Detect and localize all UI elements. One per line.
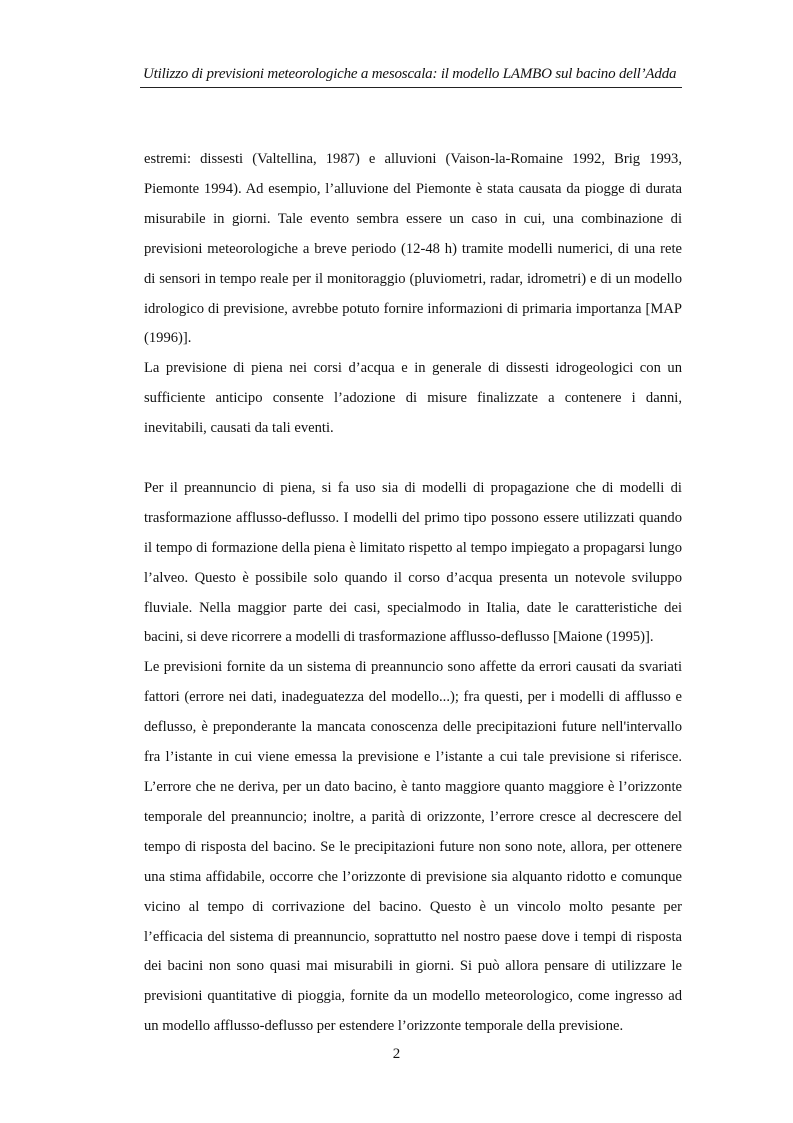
paragraph-extreme-events: estremi: dissesti (Valtellina, 1987) e alluvioni (Vaison-la-Romaine 1992, Brig 1993, Piemonte 1994). Ad esempio, l’alluvione del Piemonte è stata causata da piogge di durata misurabile in giorni. Tale evento sembra essere un caso in cui, una combinazione di previsioni meteorologiche a breve periodo (12-48 h) tramite modelli numerici, di una rete di sensori in tempo reale per il monitoraggio (pluviometri, radar, idrometri) e di un modello idrologico di previsione, avrebbe potuto fornire informazioni di primaria importanza [MAP (1996)]. — [144, 151, 682, 347]
running-header: Utilizzo di previsioni meteorologiche a mesoscala: il modello LAMBO sul bacino dell’Adda — [143, 66, 677, 82]
header-rule — [140, 87, 682, 88]
page-number: 2 — [392, 1046, 401, 1062]
paragraph-flood-forecast: La previsione di piena nei corsi d’acqua e in generale di dissesti idrogeologici con un sufficiente anticipo consente l’adozione di misure finalizzate a contenere i danni, inevitabili, causati da tali eventi. — [144, 360, 682, 437]
paragraph-forecast-models: Per il preannuncio di piena, si fa uso sia di modelli di propagazione che di modelli di trasformazione afflusso-deflusso. I modelli del primo tipo possono essere utilizzati quando il tempo di formazione della piena è limitato rispetto al tempo impiegato a propagarsi lungo l’alveo. Questo è possibile solo quando il corso d’acqua presenta un notevole sviluppo fluviale. Nella maggior parte dei casi, specialmodo in Italia, date le caratteristiche dei bacini, si deve ricorrere a modelli di trasformazione afflusso-deflusso [Maione (1995)]. — [144, 479, 682, 646]
paragraph-forecast-errors: Le previsioni fornite da un sistema di preannuncio sono affette da errori causati da svariati fattori (errore nei dati, inadeguatezza del modello...); fra questi, per i modelli di afflusso e deflusso, è preponderante la mancata conoscenza delle precipitazioni future nell'intervallo fra l’istante in cui viene emessa la previsione e l’istante a cui tale previsione si riferisce. L’errore che ne deriva, per un dato bacino, è tanto maggiore quanto maggiore è l’orizzonte temporale del preannuncio; inoltre, a parità di orizzonte, l’errore cresce al decrescere del tempo di risposta del bacino. Se le precipitazioni future non sono note, allora, per ottenere una stima affidabile, occorre che l’orizzonte di previsione sia alquanto ridotto e comunque vicino al tempo di corrivazione del bacino. Questo è un vincolo molto pesante per l’efficacia del sistema di preannuncio, soprattutto nel nostro paese dove i tempi di risposta dei bacini non sono quasi mai misurabili in giorni. Si può allora pensare di utilizzare le previsioni quantitative di pioggia, fornite da un modello meteorologico, come ingresso ad un modello afflusso-deflusso per estendere l’orizzonte temporale della previsione. — [144, 659, 682, 1035]
body-text — [144, 145, 682, 1042]
